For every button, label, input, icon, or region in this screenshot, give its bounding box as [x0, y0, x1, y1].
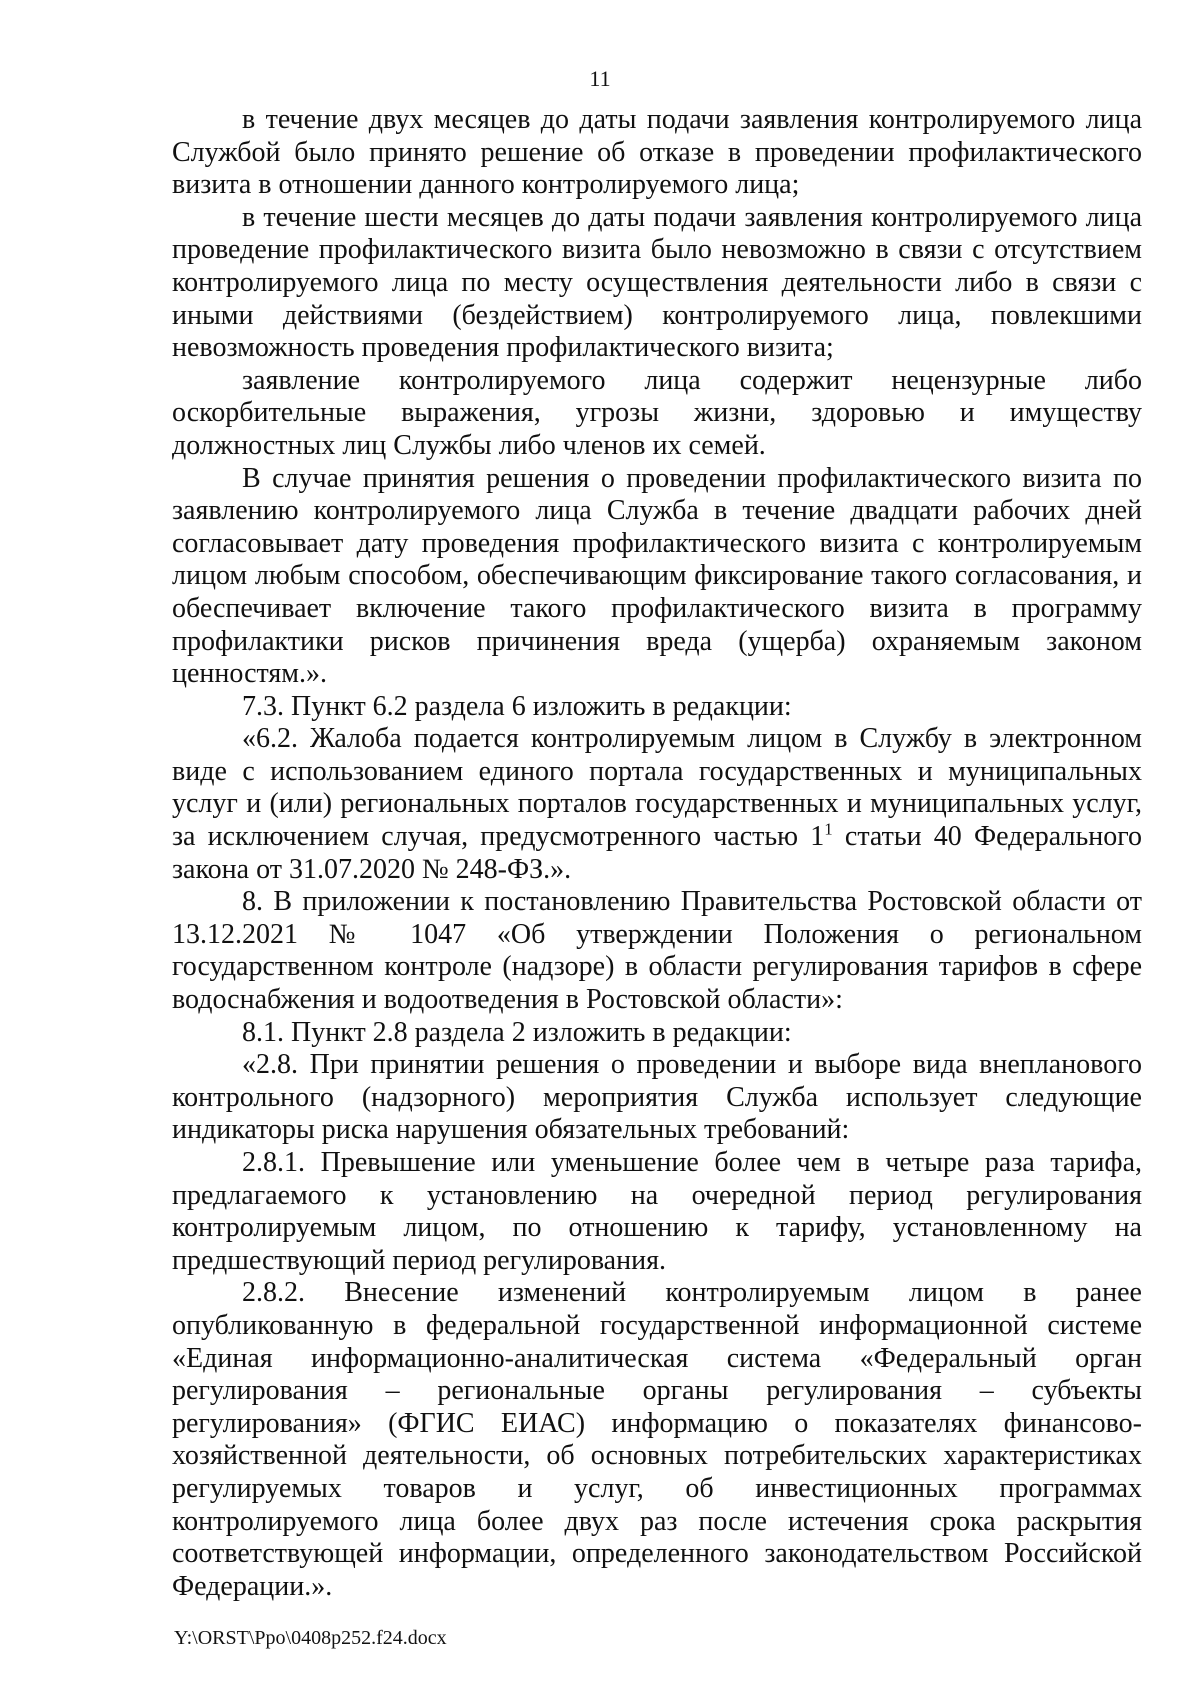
paragraph: 2.8.1. Превышение или уменьшение более чем в четыре раза тарифа, предлагаемого к установлению на очередной период регулирования контролируемым лицом, по отношению к тарифу, установленному на предшествующий период регулирования.: [172, 1147, 1142, 1276]
paragraph: [172, 723, 1142, 886]
paragraph: в течение двух месяцев до даты подачи заявления контролируемого лица Службой было принято решение об отказе в проведении профилактического визита в отношении данного контролируемого лица;: [172, 104, 1142, 201]
paragraph: 8. В приложении к постановлению Правительства Ростовской области от 13.12.2021 № 1047 «Об утверждении Положения о региональном государственном контроле (надзоре) в области регулирования тарифов в сфере водоснабжения и водоотведения в Ростовской области»:: [172, 886, 1142, 1016]
paragraph: 7.3. Пункт 6.2 раздела 6 изложить в редакции:: [242, 690, 792, 722]
paragraph-text: «6.2. Жалоба подается контролируемым лицом в Службу в электронном виде с использованием единого портала государственных и муниципальных услуг и (или) региональных порталов государственных и муниципальных услуг, за исключением случая, предусмотренного частью 1: [172, 723, 1142, 853]
paragraph: 8.1. Пункт 2.8 раздела 2 изложить в редакции:: [242, 1016, 792, 1048]
footer-file-path: Y:\ORST\Ppo\0408p252.f24.docx: [174, 1627, 447, 1649]
paragraph-text: статьи 40 Федерального закона от 31.07.2020 № 248-ФЗ.».: [172, 821, 1142, 885]
superscript: 1: [824, 819, 833, 839]
paragraph: В случае принятия решения о проведении профилактического визита по заявлению контролируемого лица Служба в течение двадцати рабочих дней согласовывает дату проведения профилактического визита с контролируемым лицом любым способом, обеспечивающим фиксирование такого согласования, и обеспечивает включение такого профилактического визита в программу профилактики рисков причинения вреда (ущерба) охраняемым законом ценностям.».: [172, 462, 1142, 690]
paragraph: «2.8. При принятии решения о проведении и выборе вида внепланового контрольного (надзорного) мероприятия Служба использует следующие индикаторы риска нарушения обязательных требований:: [172, 1049, 1142, 1146]
paragraph: 2.8.2. Внесение изменений контролируемым лицом в ранее опубликованную в федеральной государственной информационной системе «Единая информационно-аналитическая система «Федеральный орган регулирования – региональные органы регулирования – субъекты регулирования» (ФГИС ЕИАС) информацию о показателях финансово-хозяйственной деятельности, об основных потребительских характеристиках регулируемых товаров и услуг, об инвестиционных программах контролируемого лица более двух раз после истечения срока раскрытия соответствующей информации, определенного законодательством Российской Федерации.».: [172, 1277, 1142, 1602]
paragraph: в течение шести месяцев до даты подачи заявления контролируемого лица проведение профилактического визита было невозможно в связи с отсутствием контролируемого лица по месту осуществления деятельности либо в связи с иными действиями (бездействием) контролируемого лица, повлекшими невозможность проведения профилактического визита;: [172, 201, 1142, 364]
paragraph: заявление контролируемого лица содержит нецензурные либо оскорбительные выражения, угрозы жизни, здоровью и имуществу должностных лиц Службы либо членов их семей.: [172, 364, 1142, 461]
document-body: [172, 104, 1142, 1603]
page-number: 11: [589, 66, 611, 91]
